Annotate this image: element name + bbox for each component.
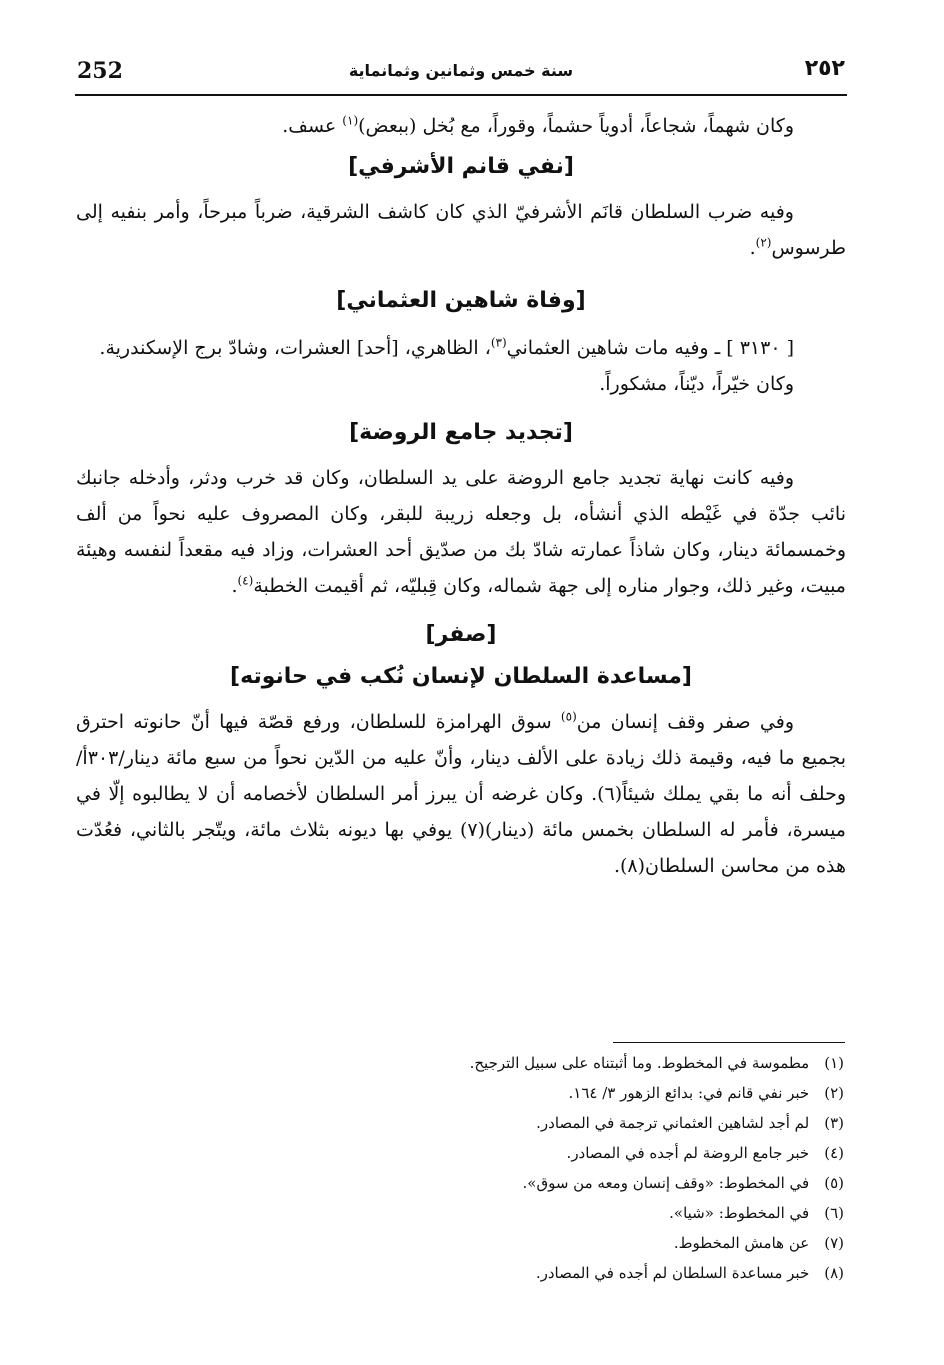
section-heading-sultan-aid: [مساعدة السلطان لإنسان نُكب في حانوته] [230,664,692,689]
main-text [76,108,846,884]
footnote-item: (٣) لم أجد لشاهين العثماني ترجمة في المصادر. [536,1114,844,1132]
paragraph-sultan-aid: وفي صفر وقف إنسان من$^{(٥)}$ سوق الهرامزة للسلطان، ورفع قصّة فيها أنّ حانوته احترق بجميع ما فيه، وقيمة ذلك زيادة على الألف دينار، وأنّ عليه من الدّين نحواً من سبع مائة دينار/٣٠٣أ/ وحلف أنه ما بقي يملك شيئاً(٦). وكان غرضه أن يبرز أمر السلطان لأخصامه أن لا يطالبوه إلّا في ميسرة، فأمر له السلطان بخمس مائة (دينار)(٧) يوفي بها ديونه بثلاث مائة، ويتّجر بالثاني، فعُدّت هذه من محاسن السلطان(٨). [76,709,847,877]
header-rule [75,94,847,96]
footnote-item: (٢) خبر نفي قانم في: بدائع الزهور ٣/ ١٦٤. [568,1084,844,1102]
month-heading-safar: [صفر] [425,622,497,647]
footnote-item: (٨) خبر مساعدة السلطان لم أجده في المصادر. [535,1264,844,1282]
paragraph-shahin-death: [ ٣١٣٠ ] ـ وفيه مات شاهين العثماني$^{(٣)}$، الظاهري، [أحد] العشرات، وشادّ برج الإسكندرية. [99,335,794,359]
footnote-rule [613,1042,845,1043]
paragraph-qanim-exile: وفيه ضرب السلطان قانَم الأشرفيّ الذي كان كاشف الشرقية، ضرباً مبرحاً، وأمر بنفيه إلى طرسوس$^{(٢)}$. [76,201,846,259]
paragraph-rawda-mosque: وفيه كانت نهاية تجديد جامع الروضة على يد السلطان، وكان قد خرب ودثر، وأدخله جانبك نائب جدّة في غَيْطه الذي أنشأه، بل وجعله زريبة للبقر، وكان المصروف عليه نحواً من ألف وخمسمائة دينار، وكان شاذاً عمارته شادّ بك من صدّيق أحد العشرات، وزاد فيه مقعداً لنفسه وهيئة مبيت، وغير ذلك، وجوار مناره إلى جهة شماله، وكان قِبليّه، ثم أقيمت الخطبة$^{(٤)}$. [76,467,846,597]
footnote-ref: (٣) [490,335,507,350]
page-number-latin: 252 [77,58,123,84]
footnote-ref: (٢) [755,235,772,250]
footnote-item: (٧) عن هامش المخطوط. [673,1234,844,1252]
running-header [75,54,847,94]
footnote-item: (٥) في المخطوط: «وقف إنسان ومعه من سوق». [522,1174,844,1192]
footnote-item: (٦) في المخطوط: «شيا». [669,1204,844,1222]
footnote-item: (٤) خبر جامع الروضة لم أجده في المصادر. [566,1144,844,1162]
section-heading-rawda-mosque: [تجديد جامع الروضة] [349,420,573,445]
footnote-ref: (٤) [237,573,254,588]
section-heading-shahin-death: [وفاة شاهين العثماني] [336,288,586,313]
paragraph-shahin-character: وكان خيّراً، ديّناً، مشكوراً. [599,373,794,395]
footnotes [76,1048,844,1288]
footnote-item: (١) مطموسة في المخطوط. وما أثبتناه على سبيل الترجيح. [469,1054,844,1072]
footnote-ref: (١) [342,113,359,128]
footnote-ref: (٥) [560,709,577,724]
page-number-arabic: ٢٥٢ [804,56,845,81]
section-heading-qanim-exile: [نفي قانم الأشرفي] [348,154,574,179]
paragraph-description: وكان شهماً، شجاعاً، أدوياً حشماً، وقوراً، مع بُخل (ببعض)$^{(١)}$ عسف. [282,113,794,137]
running-title: سنة خمس وثمانين وثمانماية [348,61,574,80]
